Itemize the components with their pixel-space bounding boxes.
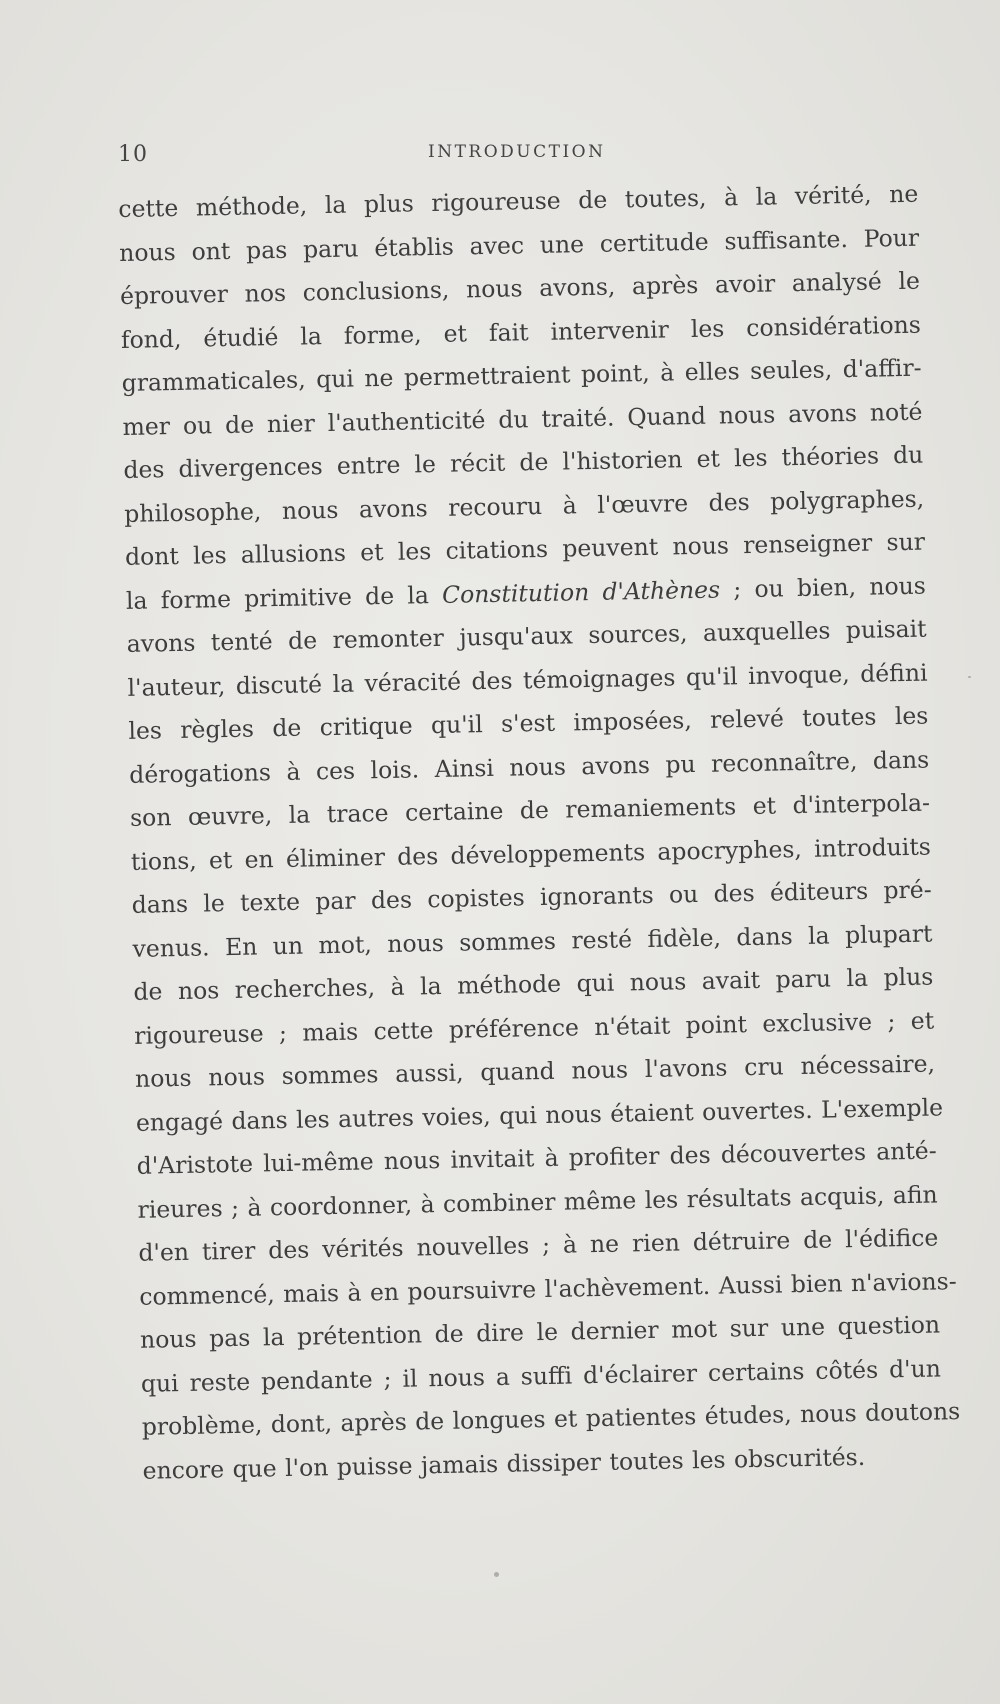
text-line: rieures ; à coordonner, à combiner même les résultats acquis, afin [137, 1179, 938, 1224]
text-line: son œuvre, la trace certaine de remaniements et d'interpola- [129, 788, 931, 832]
text-line: dans le texte par des copistes ignorants ou des éditeurs pré- [131, 875, 932, 919]
text-line: éprouver nos conclusions, nous avons, après avoir analysé le [119, 266, 921, 310]
text-line: avons tenté de remonter jusqu'aux sources, auxquelles puisait [126, 614, 927, 658]
text-line: d'en tirer des vérités nouvelles ; à ne rien détruire de l'édifice [138, 1223, 939, 1267]
italic-work-title: Constitution d'Athènes [441, 575, 721, 609]
text-line: rigoureuse ; mais cette préférence n'était point exclusive ; et [134, 1005, 935, 1050]
text-line: grammaticales, qui ne permettraient point, à elles seules, d'affir- [121, 353, 922, 397]
text-line: engagé dans les autres voies, qui nous étaient ouvertes. L'exemple [135, 1092, 944, 1137]
text-line: de nos recherches, à la méthode qui nous avait paru la plus [133, 962, 934, 1006]
page-header [118, 142, 918, 172]
text-line: d'Aristote lui-même nous invitait à profiter des découvertes anté- [136, 1136, 937, 1180]
text-line: cette méthode, la plus rigoureuse de toutes, à la vérité, ne [118, 179, 919, 223]
line-segment: ; ou bien, nous [719, 571, 927, 604]
text-line: commencé, mais à en poursuivre l'achèvement. Aussi bien n'avions- [139, 1266, 957, 1311]
text-line: nous nous sommes aussi, quand nous l'avons cru nécessaire, [134, 1049, 936, 1093]
text-line: nous pas la prétention de dire le dernier mot sur une question [139, 1310, 941, 1354]
text-line: les règles de critique qu'il s'est imposées, relevé toutes les [128, 701, 929, 745]
body-text [118, 173, 961, 1493]
text-line: problème, dont, après de longues et patientes études, nous doutons [141, 1397, 961, 1441]
text-line: dont les allusions et les citations peuvent nous renseigner sur [124, 527, 926, 571]
page-number: 10 [118, 142, 148, 167]
text-line: venus. En un mot, nous sommes resté fidèle, dans la plupart [132, 919, 933, 963]
text-line: l'auteur, discuté la véracité des témoignages qu'il invoque, défini [127, 658, 928, 702]
text-line-last: encore que l'on puisse jamais dissiper toutes les obscurités. [142, 1442, 866, 1485]
text-line: dérogations à ces lois. Ainsi nous avons pu reconnaître, dans [128, 745, 930, 789]
paper-speck [494, 1572, 499, 1577]
paper-speck [968, 676, 971, 678]
text-line: qui reste pendante ; il nous a suffi d'éclairer certains côtés d'un [140, 1353, 942, 1398]
line-segment: la forme primitive de la [125, 580, 443, 615]
text-line: mer ou de nier l'authenticité du traité. Quand nous avons noté [122, 397, 923, 441]
text-line: tions, et en éliminer des développements apocryphes, introduits [130, 832, 932, 876]
text-line: nous ont pas paru établis avec une certitude suffisante. Pour [118, 223, 920, 267]
running-title: INTRODUCTION [428, 142, 606, 162]
text-line: philosophe, nous avons recouru à l'œuvre des polygraphes, [123, 484, 925, 528]
text-line: fond, étudié la forme, et fait intervenir les considérations [120, 310, 922, 354]
text-line: des divergences entre le récit de l'historien et les théories du [123, 440, 924, 484]
